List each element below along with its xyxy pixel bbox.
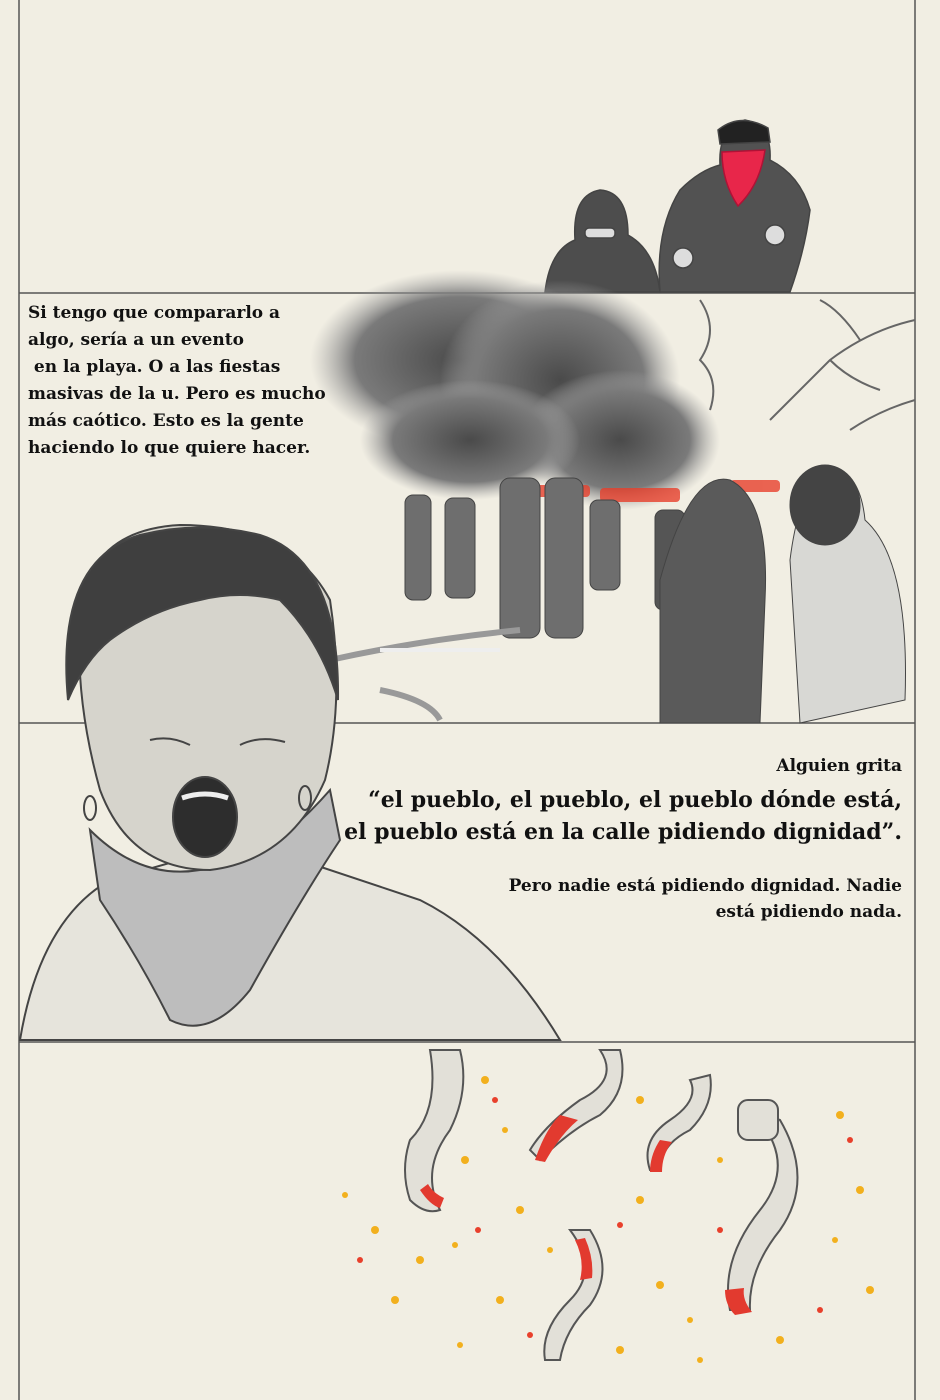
ground-line — [330, 630, 520, 720]
closing-line: Pero nadie está pidiendo dignidad. Nadie — [508, 876, 902, 896]
closing-line: está pidiendo nada. — [715, 902, 902, 922]
closing-caption — [509, 873, 902, 925]
someone-shouts-caption: Alguien grita — [776, 756, 902, 776]
masked-figures — [545, 120, 810, 292]
intro-line: algo, sería a un evento — [28, 330, 244, 350]
shouting-woman — [20, 525, 560, 1040]
intro-line: más caótico. Esto es la gente — [28, 411, 304, 431]
intro-line: Si tengo que compararlo a — [28, 303, 281, 323]
smoke-cloud — [310, 270, 720, 510]
embers — [342, 1076, 874, 1363]
intro-caption — [28, 300, 358, 462]
intro-line: masivas de la u. Pero es mucho — [28, 384, 326, 404]
chant-quote — [344, 784, 902, 848]
chant-line: el pueblo está en la calle pidiendo dignidad”. — [344, 819, 902, 845]
chant-line: “el pueblo, el pueblo, el pueblo dónde está, — [368, 787, 902, 813]
intro-line: haciendo lo que quiere hacer. — [28, 438, 311, 458]
tree-branches — [700, 300, 915, 430]
intro-line: en la playa. O a las fiestas — [28, 357, 281, 377]
